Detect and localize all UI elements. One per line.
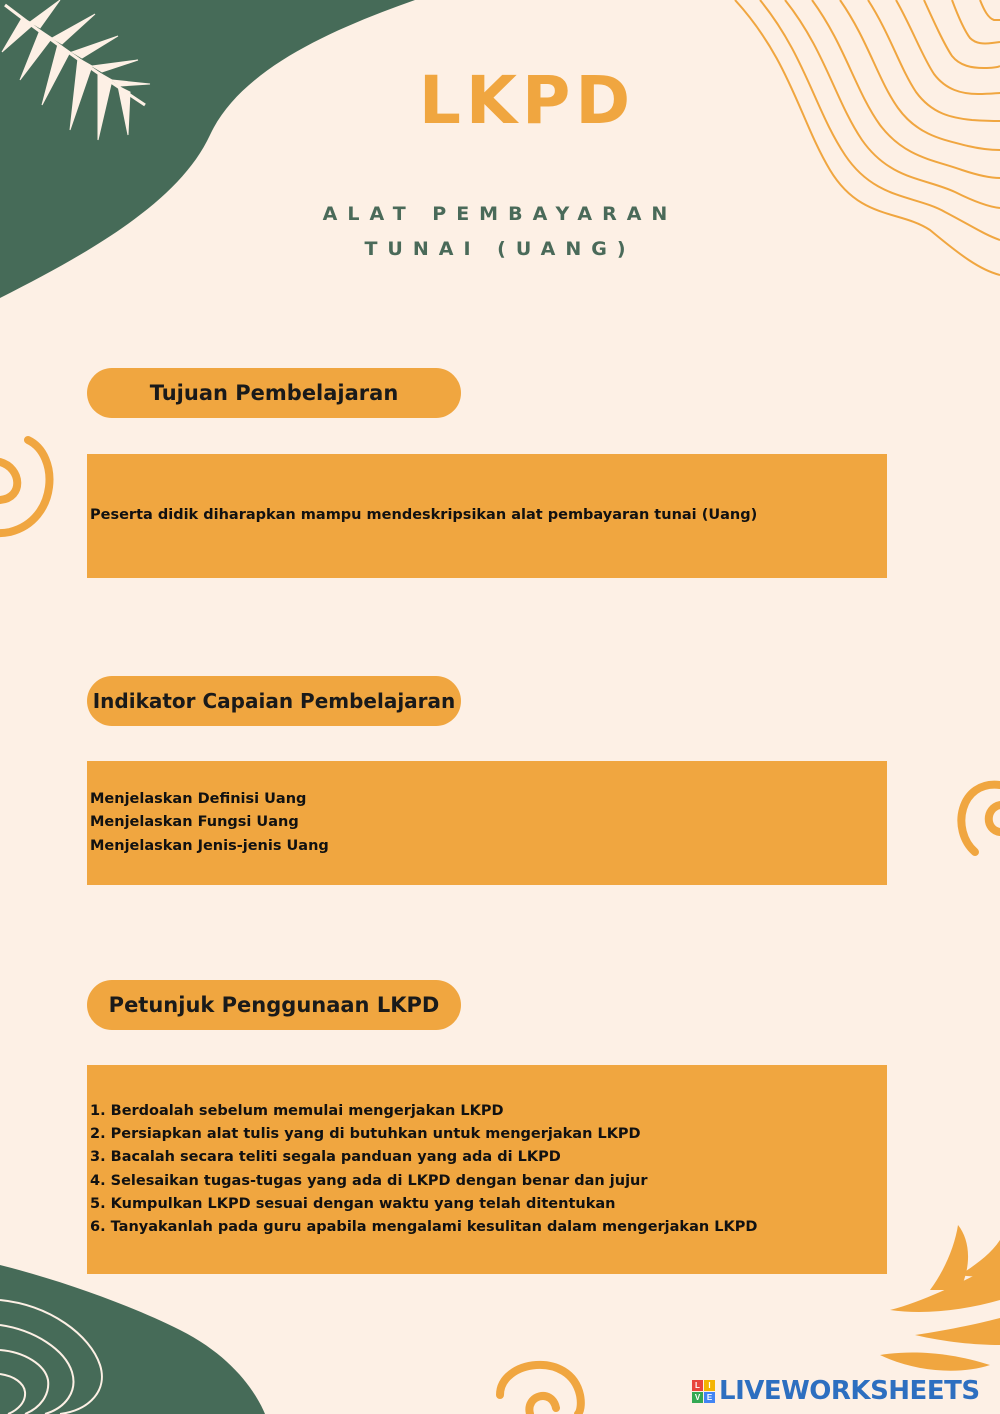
indikator-content-box	[87, 761, 887, 885]
page-subtitle-line2: TUNAI (UANG)	[364, 238, 636, 260]
tujuan-heading: Tujuan Pembelajaran	[87, 368, 461, 418]
petunjuk-item: 1. Berdoalah sebelum memulai mengerjakan LKPD	[90, 1102, 504, 1119]
bottom-left-green-blob	[0, 1265, 265, 1414]
petunjuk-item: 4. Selesaikan tugas-tugas yang ada di LKPD dengan benar dan jujur	[90, 1172, 648, 1189]
liveworksheets-logo-text: LIVEWORKSHEETS	[719, 1376, 980, 1406]
indikator-heading: Indikator Capaian Pembelajaran	[87, 676, 461, 726]
spiral-bottom	[500, 1365, 581, 1414]
tujuan-content-box	[87, 454, 887, 578]
indikator-item: Menjelaskan Definisi Uang	[90, 791, 307, 808]
indikator-item: Menjelaskan Jenis-jenis Uang	[90, 837, 329, 854]
spiral-right	[961, 785, 1000, 852]
tujuan-content-text: Peserta didik diharapkan mampu mendeskripsikan alat pembayaran tunai (Uang)	[90, 507, 758, 524]
indikator-item: Menjelaskan Fungsi Uang	[90, 814, 299, 831]
petunjuk-item: 3. Bacalah secara teliti segala panduan yang ada di LKPD	[90, 1149, 561, 1166]
spiral-left	[0, 440, 49, 533]
petunjuk-item: 2. Persiapkan alat tulis yang di butuhkan untuk mengerjakan LKPD	[90, 1125, 641, 1142]
leaf-bottom-right-icon	[880, 1225, 1000, 1371]
petunjuk-item: 5. Kumpulkan LKPD sesuai dengan waktu yang telah ditentukan	[90, 1195, 616, 1212]
page-title: LKPD	[418, 62, 636, 139]
petunjuk-heading: Petunjuk Penggunaan LKPD	[87, 980, 461, 1030]
petunjuk-item: 6. Tanyakanlah pada guru apabila mengalami kesulitan dalam mengerjakan LKPD	[90, 1219, 758, 1236]
petunjuk-content-box	[87, 1065, 887, 1274]
liveworksheets-logo[interactable]	[692, 1374, 980, 1408]
liveworksheets-logo-icon: L I V E	[692, 1380, 715, 1403]
page-subtitle-line1: ALAT PEMBAYARAN	[322, 203, 678, 225]
